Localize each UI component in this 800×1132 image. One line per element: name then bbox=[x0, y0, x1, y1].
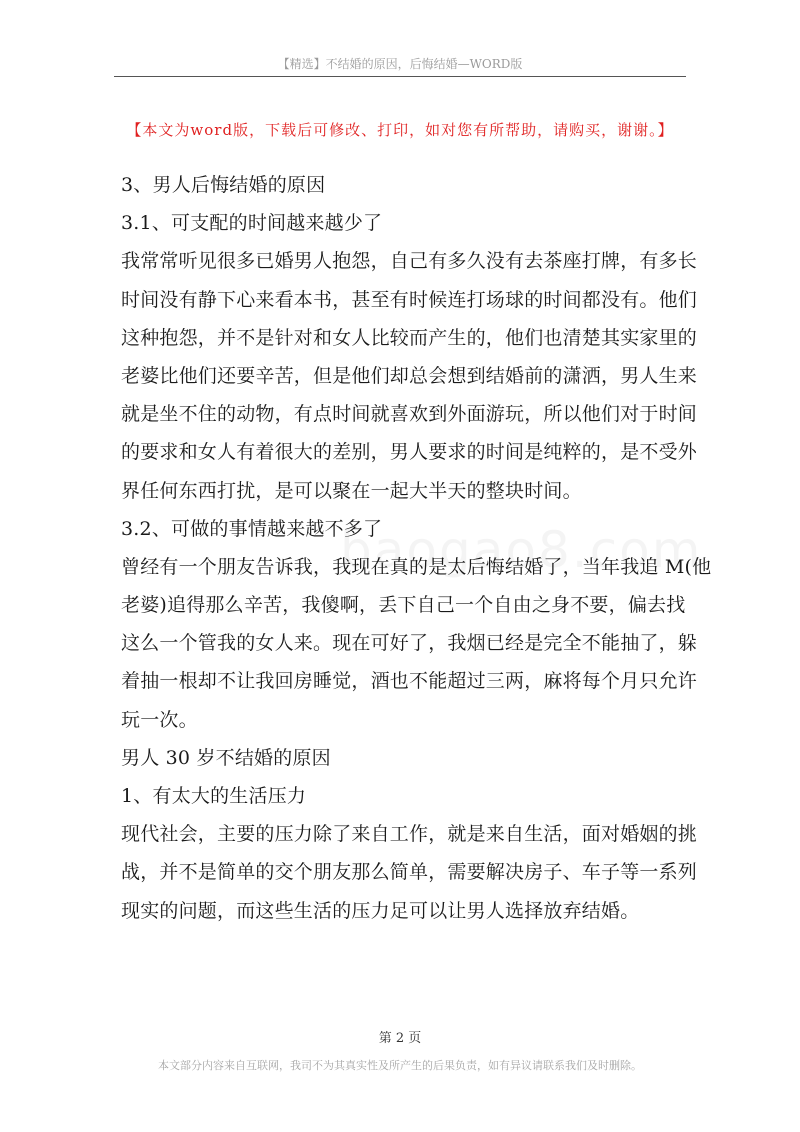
paragraph-line: 就是坐不住的动物，有点时间就喜欢到外面游玩，所以他们对于时间 bbox=[121, 403, 698, 426]
paragraph-line: 着抽一根却不让我回房睡觉，酒也不能超过三两，麻将每个月只允许 bbox=[121, 670, 698, 693]
subsection-heading: 1、有太大的生活压力 bbox=[121, 785, 307, 807]
paragraph-line: 现代社会，主要的压力除了来自工作，就是来自生活，面对婚姻的挑 bbox=[121, 823, 698, 846]
paragraph-line: 曾经有一个朋友告诉我，我现在真的是太后悔结婚了，当年我追 M(他 bbox=[121, 555, 712, 578]
page-number: 第 2 页 bbox=[378, 1031, 422, 1046]
paragraph-line: 现实的问题，而这些生活的压力足可以让男人选择放弃结婚。 bbox=[121, 899, 640, 922]
paragraph-line: 老婆)追得那么辛苦，我傻啊，丢下自己一个自由之身不要，偏去找 bbox=[121, 594, 686, 617]
subsection-heading: 3.2、可做的事情越来越不多了 bbox=[121, 517, 383, 540]
paragraph-line: 老婆比他们还要辛苦，但是他们却总会想到结婚前的潇洒，男人生来 bbox=[121, 364, 698, 387]
page-header: 【精选】不结婚的原因，后悔结婚—WORD版 bbox=[277, 57, 523, 71]
download-notice: 【本文为word版，下载后可修改、打印，如对您有所帮助，请购买，谢谢。】 bbox=[126, 121, 674, 139]
paragraph-line: 的要求和女人有着很大的差别，男人要求的时间是纯粹的，是不受外 bbox=[121, 441, 698, 464]
subsection-heading: 3.1、可支配的时间越来越少了 bbox=[121, 212, 383, 235]
watermark bbox=[340, 520, 702, 580]
section-heading: 3、男人后悔结婚的原因 bbox=[121, 174, 326, 196]
paragraph-line: 这种抱怨，并不是针对和女人比较而产生的，他们也清楚其实家里的 bbox=[121, 326, 698, 349]
paragraph-line: 玩一次。 bbox=[121, 708, 198, 731]
section-heading: 男人 30 岁不结婚的原因 bbox=[121, 746, 331, 769]
paragraph-line: 时间没有静下心来看本书，甚至有时候连打场球的时间都没有。他们 bbox=[121, 288, 698, 311]
paragraph-line: 我常常听见很多已婚男人抱怨，自己有多久没有去茶座打牌，有多长 bbox=[121, 250, 698, 273]
header-divider bbox=[114, 76, 686, 77]
paragraph-line: 这么一个管我的女人来。现在可好了，我烟已经是完全不能抽了，躲 bbox=[121, 632, 698, 655]
footer-disclaimer: 本文部分内容来自互联网，我司不为其真实性及所产生的后果负责，如有异议请联系我们及时删除。 bbox=[158, 1059, 642, 1072]
paragraph-line: 界任何东西打扰，是可以聚在一起大半天的整块时间。 bbox=[121, 479, 582, 502]
paragraph-line: 战，并不是简单的交个朋友那么简单，需要解决房子、车子等一系列 bbox=[121, 861, 698, 884]
